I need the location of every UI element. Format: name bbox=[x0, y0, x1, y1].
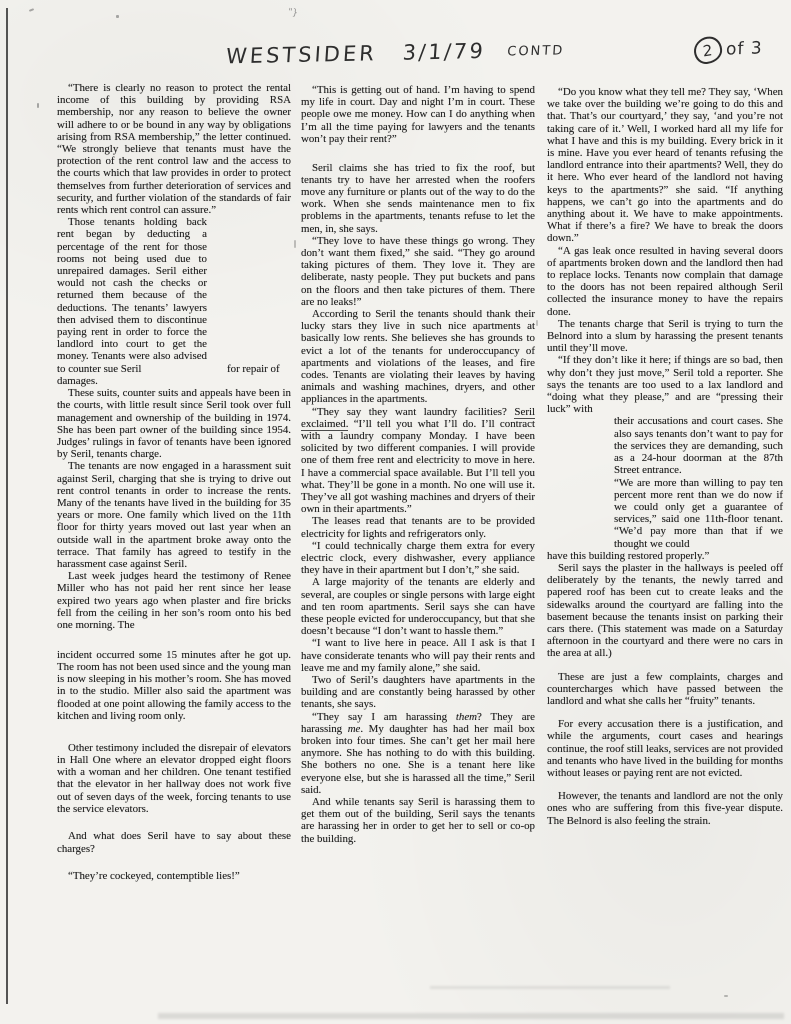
article-paragraph: “There is clearly no reason to protect the rental income of this building by providing RSA membership, nor any reason to believe the owner will adhere to or be bound in any way by obligations arising from RSA membership,” the letter continued. “We strongly believe that tenants must have the protection of the rent control law and the access to the courts which that law provides in order to protect themselves from further deterioration of services and security, and further violation of the standards of fair rents which rent control can assure.” bbox=[57, 82, 291, 217]
issue-date: 3/1/79 bbox=[401, 38, 487, 65]
article-paragraph: The tenants charge that Seril is trying to turn the Belnord into a slum by harassing the present tenants until they’ll move. bbox=[547, 317, 783, 355]
article-paragraph: “They say I am harassing them? They are harassing me. My daughter has had her mail box broken into four times. She can’t get her mail here anymore. She has nothing to do with this building. She bothers no one. She is a tenant here like everyone else, but she is harassed all the time,” Seril said. bbox=[301, 710, 535, 796]
article-paragraph: Last week judges heard the testimony of Renee Miller who has not paid her rent since her lease expired two years ago when plaster and fire bricks fell from the ceiling in her son’s room onto his bed one morning. The bbox=[57, 570, 291, 631]
handwritten-header bbox=[225, 36, 647, 69]
scan-smudge bbox=[430, 986, 670, 989]
article-paragraph: However, the tenants and landlord are not the only ones who are suffering from this five-year dispute. The Belnord is also feeling the strain. bbox=[547, 790, 783, 827]
handwritten-page-number bbox=[694, 35, 764, 64]
article-paragraph: Seril says the plaster in the hallways is peeled off deliberately by the tenants, the newly tarred and papered roof has been cut to create leaks and the sidewalks around the courtyard are falling into the basement because the tenants insist on parking their cars there. (This statement was made on a Saturday afternoon in the courtyard and there were no cars in the area at all.) bbox=[547, 561, 783, 660]
scan-speck bbox=[29, 8, 34, 12]
scan-speck bbox=[37, 103, 39, 108]
scan-edge-line bbox=[6, 8, 8, 1004]
article-paragraph: The leases read that tenants are to be provided electricity for lights and refrigerators only. bbox=[301, 515, 535, 540]
article-paragraph: These are just a few complaints, charges and countercharges which have passed between the landlord and what she calls her “fruity” tenants. bbox=[547, 670, 783, 707]
article-paragraph: Seril claims she has tried to fix the roof, but tenants try to have her arrested when the roofers move any furniture or plants out of the way to do the work. When she sends maintenance men to fix problems in the apartments, tenants refuse to let the men, in, she says. bbox=[301, 161, 535, 235]
article-paragraph: Those tenants holding back rent began by deducting a percentage of the rent for those rooms not being used due to unrepaired damages. Seril either would not cash the checks or returned them because of the deductions. The tenants’ lawyers then advised them to discontinue paying rent in order to force the landlord into court to get the money. Tenants were also advised to counter sue Seril bbox=[57, 216, 207, 375]
article-paragraph: “They love to have these things go wrong. They don’t want them fixed,” she said. “They go around taking pictures of them. They love it. They are deliberate, nasty people. They put buckets and pans on the floors and then take pictures of them. There are no leaks!” bbox=[301, 234, 535, 308]
article-column-3 bbox=[547, 86, 783, 827]
article-paragraph: “I want to live here in peace. All I ask is that I have considerate tenants who will pay their rents and leave me and my family alone,” she said. bbox=[301, 637, 535, 674]
article-paragraph: A large majority of the tenants are elderly and several, are couples or single persons with large eight and ten room apartments. Seril says she can have these people evicted for underoccupancy, but that she doesn’t because “I don’t want to hassle them.” bbox=[301, 576, 535, 638]
article-paragraph: have this building restored properly.” bbox=[547, 549, 710, 562]
page-of-label: of 3 bbox=[725, 38, 763, 60]
article-paragraph: “A gas leak once resulted in having several doors of apartments broken down and the landlord then had to replace locks. Tenants now complain that damage to the doors has not been repaired although Seril collected the insurance money to have the repairs done. bbox=[547, 244, 783, 318]
scan-speck bbox=[536, 320, 538, 326]
article-paragraph: Two of Seril’s daughters have apartments in the building and are constantly being harassed by other tenants, she says. bbox=[301, 674, 535, 711]
article-column-2 bbox=[301, 84, 535, 845]
continued-note: CONTD bbox=[506, 43, 565, 60]
publication-title: WESTSIDER bbox=[225, 41, 378, 69]
article-paragraph: The tenants are now engaged in a harassment suit against Seril, charging that she is trying to drive out rent control tenants in order to increase the rents. Many of the tenants have lived in the building for 35 years or more. One family which lived on the 11th floor for thirty years moved out last year when an outside wall in the apartment broke away onto the terrace. That family has agreed to testify in the harassment case against Seril. bbox=[57, 460, 291, 570]
article-paragraph: And while tenants say Seril is harassing them to get them out of the building, Seril says the tenants are harassing her in order to get her to sell or co-op the building. bbox=[301, 796, 535, 845]
article-paragraph: These suits, counter suits and appeals have been in the courts, with little result since Seril took over full management and ownership of the building in 1974. She has been part owner of the building since 1954. Judges’ rulings in favor of tenants have been ignored by Seril, tenants charge. bbox=[57, 387, 291, 461]
article-paragraph: “I could technically charge them extra for every electric clock, every dishwasher, every appliance they have in their apartment but I don’t,” she said. bbox=[301, 539, 535, 577]
page-number-circle: 2 bbox=[693, 35, 723, 66]
article-paragraph: their accusations and court cases. She also says tenants don’t want to pay for the services they are demanding, such as a 24-hour doorman at the 87th Street entrance. bbox=[614, 415, 783, 477]
article-paragraph: Other testimony included the disrepair of elevators in Hall One where an elevator dropped eight floors with a woman and her children. One tenant testified that the elevator in her hallway does not work five out of seven days of the week, forcing tenants to use the service elevators. bbox=[57, 741, 291, 815]
article-paragraph: “They say they want laundry facilities? Seril exclaimed. “I’ll tell you what I’ll do. I’ll contract with a laundry company Monday. I have been solicited by two different companies. I will provide one of them free rent and electricity to move in here. I have a commercial space available. But I’ll tell you what. They’ll be gone in a month. No one will use it. They’ve all got washing machines and dryers of their own in their apartments.” bbox=[301, 405, 535, 516]
article-paragraph: “This is getting out of hand. I’m having to spend my life in court. Day and night I’m in court. These people owe me money. How can I do anything when I’m all the time paying for lawyers and the tenants won’t pay their rent?” bbox=[301, 84, 535, 145]
scan-speck bbox=[724, 995, 728, 997]
article-column-1 bbox=[57, 82, 291, 882]
article-paragraph: And what does Seril have to say about these charges? bbox=[57, 830, 291, 855]
article-paragraph: According to Seril the tenants should thank their lucky stars they live in such nice apartments at basically low rents. She believes she has grounds to evict a lot of the tenants for underoccupancy of apartments and violations of the leases, and fire codes. Tenants are violating their leaves by having animals and washing machines, dryers, and other appliances in the apartments. bbox=[301, 307, 535, 406]
article-paragraph: incident occurred some 15 minutes after he got up. The room has not been used since and the young man is now sleeping in his mother’s room. She has moved in to the studio. Miller also said the apartment was flooded at one point allowing the family access to the kitchen and living room only. bbox=[57, 648, 291, 722]
article-paragraph: “They’re cockeyed, contemptible lies!” bbox=[68, 870, 240, 883]
article-paragraph: “We are more than willing to pay ten percent more rent than we do now if we could only get a guarantee of services,” said one 11th-floor tenant. “We’d pay more than that if we thought we could bbox=[614, 476, 783, 550]
scan-bottom-smudge bbox=[158, 1013, 784, 1019]
scan-speck bbox=[294, 240, 296, 248]
article-paragraph: “Do you know what they tell me? They say, ‘When we take over the building we’re going to do this and that. That’s our courtyard,’ they say, ‘and you’re not taking care of it.’ Well, I worked hard all my life for what I have and this is my building. Every brick in it is mine. Have you ever heard of tenants refusing the landlord entrance into their apartments? Well, they do it here. Who ever heard of the landlord not having keys to the apartments?” she said. “If anything happens, we can’t go into the apartments and do anything about it. We have to make appointments. What if there’s a fire? We have to break the doors down.” bbox=[547, 86, 783, 245]
article-paragraph: For every accusation there is a justification, and while the arguments, court cases and hearings continue, the roof still leaks, services are not provided and tenants who have lived in the building for months without leases or paying rent are not evicted. bbox=[547, 718, 783, 779]
article-paragraph: damages. bbox=[57, 374, 98, 387]
article-paragraph: “If they don’t like it here; if things are so bad, then why don’t they just move,” Seril told a reporter. She says the tenants are too used to a lax landlord and “doing what they please,” and are “pressing their luck” with bbox=[547, 354, 783, 416]
scan-speck bbox=[116, 15, 119, 18]
article-paragraph: for repair of bbox=[227, 362, 280, 375]
scan-pencil-mark: "} bbox=[287, 7, 299, 19]
